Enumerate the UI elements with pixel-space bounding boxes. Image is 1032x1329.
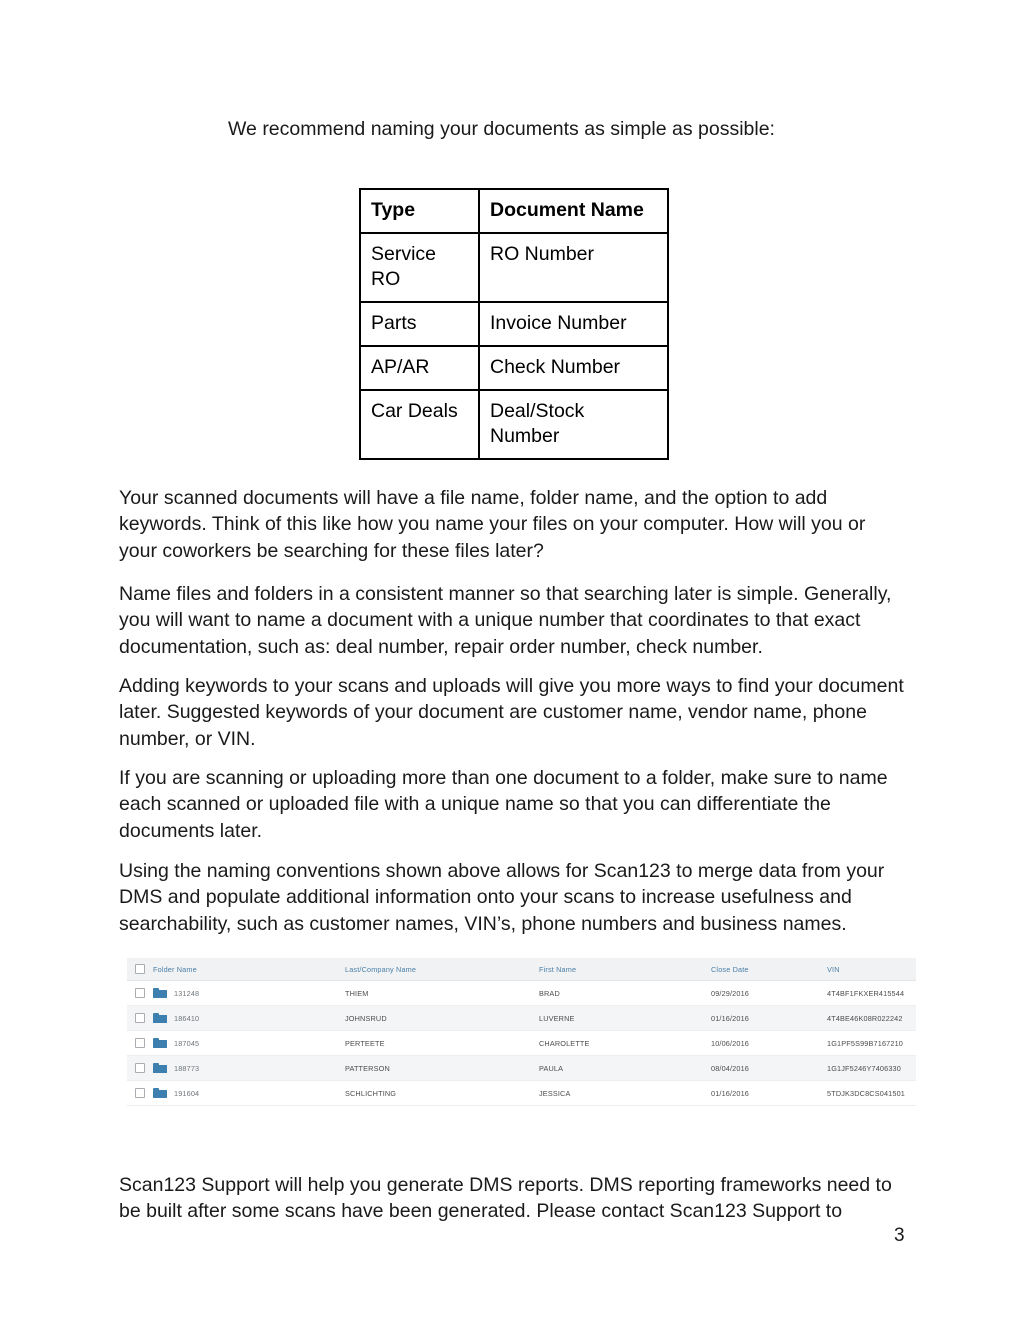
folder-icon: [153, 1038, 167, 1048]
cell-last-company-name: PATTERSON: [345, 1063, 390, 1073]
paragraph-unique-names: If you are scanning or uploading more than one document to a folder, make sure to name each scanned or uploaded file with a unique name so that you can differentiate the documents later.: [119, 766, 888, 842]
cell-close-date: 01/16/2016: [711, 1013, 750, 1023]
screenshot-header-row: [127, 958, 916, 981]
checkbox-icon[interactable]: [135, 988, 145, 998]
naming-table-header-type: Type: [360, 189, 479, 233]
naming-table-cell-type: Parts: [360, 302, 479, 346]
naming-table-row: [360, 346, 668, 390]
naming-table-cell-document-name: Check Number: [479, 346, 668, 390]
row-checkbox-cell[interactable]: [127, 1063, 153, 1073]
table-row[interactable]: [127, 981, 916, 1006]
checkbox-icon[interactable]: [135, 1088, 145, 1098]
cell-first-name: JESSICA: [539, 1088, 571, 1098]
cell-last-company-name: PERTEETE: [345, 1038, 385, 1048]
table-row[interactable]: [127, 1006, 916, 1031]
cell-first-name: LUVERNE: [539, 1013, 575, 1023]
column-header-last-company-name[interactable]: Last/Company Name: [345, 964, 417, 974]
folder-name-label: 186410: [174, 1013, 200, 1023]
table-row[interactable]: [127, 1056, 916, 1081]
select-all-checkbox-cell[interactable]: [127, 964, 153, 974]
naming-table-cell-document-name: RO Number: [479, 233, 668, 302]
folder-name-label: 191604: [174, 1088, 200, 1098]
embedded-app-screenshot: [127, 958, 916, 1106]
folder-icon: [153, 988, 167, 998]
column-header-vin[interactable]: VIN: [827, 964, 840, 974]
paragraph-dms-merge: Using the naming conventions shown above allows for Scan123 to merge data from your DMS and populate additional information onto your scans to increase usefulness and searchability, such as customer names, VIN’s, phone numbers and business names.: [119, 859, 885, 935]
checkbox-icon[interactable]: [135, 1013, 145, 1023]
naming-table-cell-document-name: Invoice Number: [479, 302, 668, 346]
table-row[interactable]: [127, 1031, 916, 1056]
naming-table-cell-type: Service RO: [360, 233, 479, 302]
folder-name-label: 187045: [174, 1038, 200, 1048]
naming-convention-table: [359, 188, 669, 460]
naming-table-cell-type: Car Deals: [360, 390, 479, 459]
cell-folder-name[interactable]: [153, 1038, 345, 1048]
column-header-close-date[interactable]: Close Date: [711, 964, 749, 974]
column-header-folder-name[interactable]: Folder Name: [153, 964, 197, 974]
cell-last-company-name: SCHLICHTING: [345, 1088, 397, 1098]
naming-table-cell-type: AP/AR: [360, 346, 479, 390]
checkbox-icon[interactable]: [135, 1038, 145, 1048]
cell-folder-name[interactable]: [153, 1088, 345, 1098]
cell-close-date: 08/04/2016: [711, 1063, 750, 1073]
folder-name-label: 131248: [174, 988, 200, 998]
folder-icon: [153, 1063, 167, 1073]
row-checkbox-cell[interactable]: [127, 1088, 153, 1098]
paragraph-keywords: Adding keywords to your scans and uploads will give you more ways to find your document later. Suggested keywords of your document are customer name, vendor name, phone number, or VIN.: [119, 674, 904, 750]
intro-sentence: We recommend naming your documents as simple as possible:: [228, 118, 775, 140]
cell-last-company-name: JOHNSRUD: [345, 1013, 387, 1023]
cell-vin: 4T4BE46K08R022242: [827, 1013, 903, 1023]
cell-first-name: BRAD: [539, 988, 560, 998]
cell-vin: 1G1JF5246Y7406330: [827, 1063, 901, 1073]
cell-first-name: CHAROLETTE: [539, 1038, 590, 1048]
naming-table-row: [360, 390, 668, 459]
naming-table-header-row: [360, 189, 668, 233]
cell-close-date: 01/16/2016: [711, 1088, 750, 1098]
cell-close-date: 10/06/2016: [711, 1038, 750, 1048]
cell-folder-name[interactable]: [153, 1013, 345, 1023]
cell-vin: 5TDJK3DC8CS041501: [827, 1088, 905, 1098]
row-checkbox-cell[interactable]: [127, 988, 153, 998]
cell-folder-name[interactable]: [153, 988, 345, 998]
checkbox-icon[interactable]: [135, 1063, 145, 1073]
naming-table-cell-document-name: Deal/Stock Number: [479, 390, 668, 459]
paragraph-support: Scan123 Support will help you generate DMS reports. DMS reporting frameworks need to be built after some scans have been generated. Please contact Scan123 Support to: [119, 1173, 892, 1222]
folder-icon: [153, 1013, 167, 1023]
paragraph-consistent-naming: Name files and folders in a consistent manner so that searching later is simple. Generally, you will want to name a document with a unique number that coordinates to that exact documentation, such as: deal number, repair order number, check number.: [119, 582, 892, 658]
page-number: 3: [894, 1225, 905, 1246]
column-header-first-name[interactable]: First Name: [539, 964, 577, 974]
folder-icon: [153, 1088, 167, 1098]
cell-vin: 4T4BF1FKXER415544: [827, 988, 905, 998]
naming-table-row: [360, 233, 668, 302]
checkbox-icon[interactable]: [135, 964, 145, 974]
row-checkbox-cell[interactable]: [127, 1038, 153, 1048]
cell-last-company-name: THIEM: [345, 988, 369, 998]
cell-folder-name[interactable]: [153, 1063, 345, 1073]
paragraph-file-naming: Your scanned documents will have a file name, folder name, and the option to add keywords. Think of this like how you name your files on your computer. How will you or your coworkers be searching for these files later?: [119, 486, 866, 562]
table-row[interactable]: [127, 1081, 916, 1106]
cell-first-name: PAULA: [539, 1063, 564, 1073]
cell-vin: 1G1PF5S99B7167210: [827, 1038, 903, 1048]
folder-name-label: 188773: [174, 1063, 200, 1073]
naming-table-row: [360, 302, 668, 346]
naming-table-header-document-name: Document Name: [479, 189, 668, 233]
row-checkbox-cell[interactable]: [127, 1013, 153, 1023]
cell-close-date: 09/29/2016: [711, 988, 750, 998]
